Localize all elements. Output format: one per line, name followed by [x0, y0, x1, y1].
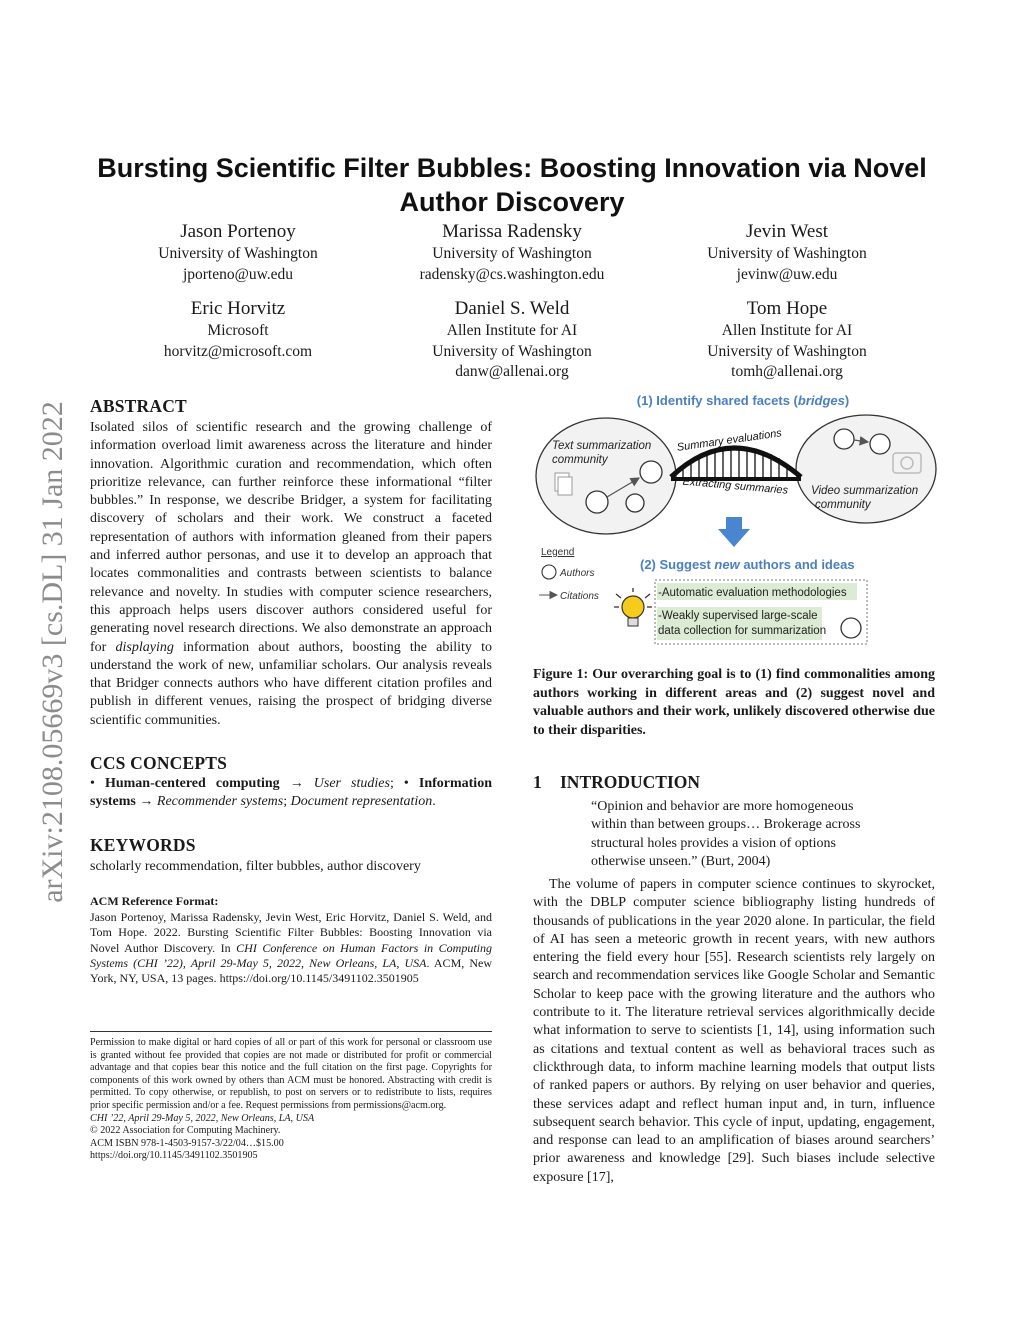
left-community-label: Text summarization community	[552, 440, 652, 466]
light-bulb-icon	[614, 588, 652, 626]
author-affiliation: Allen Institute for AI	[721, 322, 853, 339]
figure-1-diagram	[533, 389, 939, 653]
author-affiliation: University of Washington	[432, 245, 592, 262]
abstract-text: Isolated silos of scientific research and the growing challenge of information overload limit awareness across the literature and hinder innovation. Algorithmic curation and recommendation, which often prioritize relevance, can further reinforce these informational “filter bubbles.” In response, we describe Bridger, a system for facilitating discovery of scholars and their work. We construct a faceted representation of authors with information gleaned from their papers and inferred author personas, and use it to develop an approach that locates commonalities and contrasts between scientists to balance relevance and novelty. In studies with computer science researchers, this approach helps users discover authors considered useful for generating novel research directions. We also demonstrate an approach for displaying information about authors, boosting the ability to understand the work of new, unfamiliar scholars. Our analysis reveals that Bridger connects authors who have different citation profiles and publish in different venues, raising the prospect of bridging diverse scientific communities.	[90, 420, 492, 728]
author-node	[626, 494, 644, 512]
author-email[interactable]: horvitz@microsoft.com	[163, 342, 313, 360]
author-name: Tom Hope	[746, 298, 828, 319]
right-community-label: Video summarization community	[811, 485, 919, 511]
author-card	[637, 297, 937, 383]
acm-reference-heading: ACM Reference Format:	[90, 894, 219, 908]
step-2-title: (2) Suggest new authors and ideas	[640, 557, 855, 572]
keywords-text: scholarly recommendation, filter bubbles, author discovery	[90, 859, 421, 874]
author-affiliation: Allen Institute for AI	[446, 322, 578, 339]
conference-line: CHI ’22, April 29-May 5, 2022, New Orleans, LA, USA	[90, 1112, 315, 1124]
legend-citations-label: Citations	[560, 591, 599, 602]
copyright-line: © 2022 Association for Computing Machinery.	[90, 1125, 281, 1137]
keywords-heading: KEYWORDS	[90, 835, 196, 855]
author-email[interactable]: radensky@cs.washington.edu	[419, 265, 605, 283]
ccs-concepts-text: • Human-centered computing → User studies; • Information systems → Recommender systems; Document representation.	[90, 776, 492, 810]
introduction-text: The volume of papers in computer science continues to skyrocket, with the DBLP computer science bibliography listing hundreds of thousands of publications in the year 2020 alone. In particular, the field of AI has seen a meteoric growth in recent years, with new authors entering the field every hour [55]. Research scientists rely largely on search and recommendation services like Google Scholar and Semantic Scholar to keep pace with the growing literature and the authors who contribute to it. The literature retrieval services algorithmically decide what information to serve to scientists [1, 14], using information such as citations and textual content as well as behavioral traces such as clickthrough data, to inform machine learning models that output lists of ranked papers or authors. By relying on user behavior and queries, these services adapt and reflect human input and, in turn, influence subsequent search behavior. This cycle of input, updating, engagement, and response can lead to an amplification of biases around searchers’ prior awareness and knowledge [29]. Such biases include selective exposure [17],	[533, 877, 935, 1185]
figure-caption: Figure 1: Our overarching goal is to (1) find commonalities among authors working in different areas and (2) suggest novel and valuable authors and their work, unlikely discovered otherwise due to their disparities.	[533, 667, 935, 738]
permission-footnote	[90, 1031, 492, 1163]
abstract-heading: ABSTRACT	[90, 396, 187, 416]
legend-authors-label: Authors	[560, 568, 595, 579]
author-card	[362, 220, 662, 285]
acm-reference-text: Jason Portenoy, Marissa Radensky, Jevin West, Eric Horvitz, Daniel S. Weld, and Tom Hope. 2022. Bursting Scientific Filter Bubbles: Boosting Innovation via Novel Author Discovery. In CHI Conference on Human Factors in Computing Systems (CHI ’22), April 29-May 5, 2022, New Orleans, LA, USA. ACM, New York, NY, USA, 13 pages. https://doi.org/10.1145/3491102.3501905	[90, 910, 492, 986]
down-arrow-icon	[718, 517, 750, 547]
legend-author-icon	[542, 565, 556, 579]
author-node	[586, 491, 608, 513]
idea-1-text: -Automatic evaluation methodologies	[658, 587, 847, 599]
author-name: Daniel S. Weld	[454, 298, 570, 319]
epigraph-quote: “Opinion and behavior are more homogeneous within than between groups… Brokerage across structural holes provides a vision of options otherwise unseen.” (Burt, 2004)	[591, 799, 861, 869]
author-node	[640, 461, 662, 483]
author-affiliation: University of Washington	[707, 342, 867, 360]
arxiv-id-text: arXiv:2108.05669v3 [cs.DL] 31 Jan 2022	[36, 401, 69, 903]
author-affiliation: University of Washington	[432, 342, 592, 360]
author-node	[834, 429, 854, 449]
isbn-line: ACM ISBN 978-1-4503-9157-3/22/04…$15.00	[90, 1137, 284, 1149]
author-email[interactable]: jevinw@uw.edu	[736, 265, 838, 283]
author-card	[637, 220, 937, 285]
author-email[interactable]: danw@allenai.org	[455, 363, 569, 380]
author-card	[88, 220, 388, 285]
author-name: Eric Horvitz	[190, 298, 286, 319]
arxiv-identifier-stamp	[36, 362, 69, 942]
author-name: Jason Portenoy	[180, 221, 296, 242]
permission-text: Permission to make digital or hard copies of all or part of this work for personal or classroom use is granted without fee provided that copies are not made or distributed for profit or commercial advantage and that copies bear this notice and the full citation on the first page. Copyrights for components of this work owned by others than ACM must be honored. Abstracting with credit is permitted. To copy otherwise, or republish, to post on servers or to redistribute to lists, requires prior specific permission and/or a fee. Request permissions from permissions@acm.org.	[90, 1037, 492, 1111]
author-email[interactable]: tomh@allenai.org	[731, 363, 843, 380]
author-name: Jevin West	[745, 221, 829, 242]
bridge-bottom-label: Extracting summaries	[682, 475, 789, 497]
idea-2-text: -Weakly supervised large-scale data collection for summarization	[658, 610, 827, 637]
ccs-concepts-heading: CCS CONCEPTS	[90, 753, 228, 773]
introduction-heading: 1 INTRODUCTION	[533, 772, 701, 792]
bridge-cables	[683, 447, 787, 479]
author-affiliation: University of Washington	[158, 245, 318, 262]
footnote-divider	[90, 1031, 492, 1032]
author-node	[870, 434, 890, 454]
author-node	[841, 618, 861, 638]
paper-title: Bursting Scientific Filter Bubbles: Boosting Innovation via Novel Author Discovery	[97, 153, 927, 218]
author-affiliation: Microsoft	[207, 322, 269, 339]
author-name: Marissa Radensky	[442, 221, 582, 242]
author-card	[88, 297, 388, 362]
document-icon	[558, 477, 572, 495]
doi-link[interactable]: https://doi.org/10.1145/3491102.3501905	[90, 1150, 258, 1162]
author-affiliation: University of Washington	[707, 245, 867, 262]
legend-title: Legend	[541, 547, 575, 558]
author-card	[362, 297, 662, 383]
author-email[interactable]: jporteno@uw.edu	[182, 265, 294, 283]
bridge-top-label: Summary evaluations	[676, 427, 783, 454]
step-1-title: (1) Identify shared facets (bridges)	[636, 393, 850, 408]
